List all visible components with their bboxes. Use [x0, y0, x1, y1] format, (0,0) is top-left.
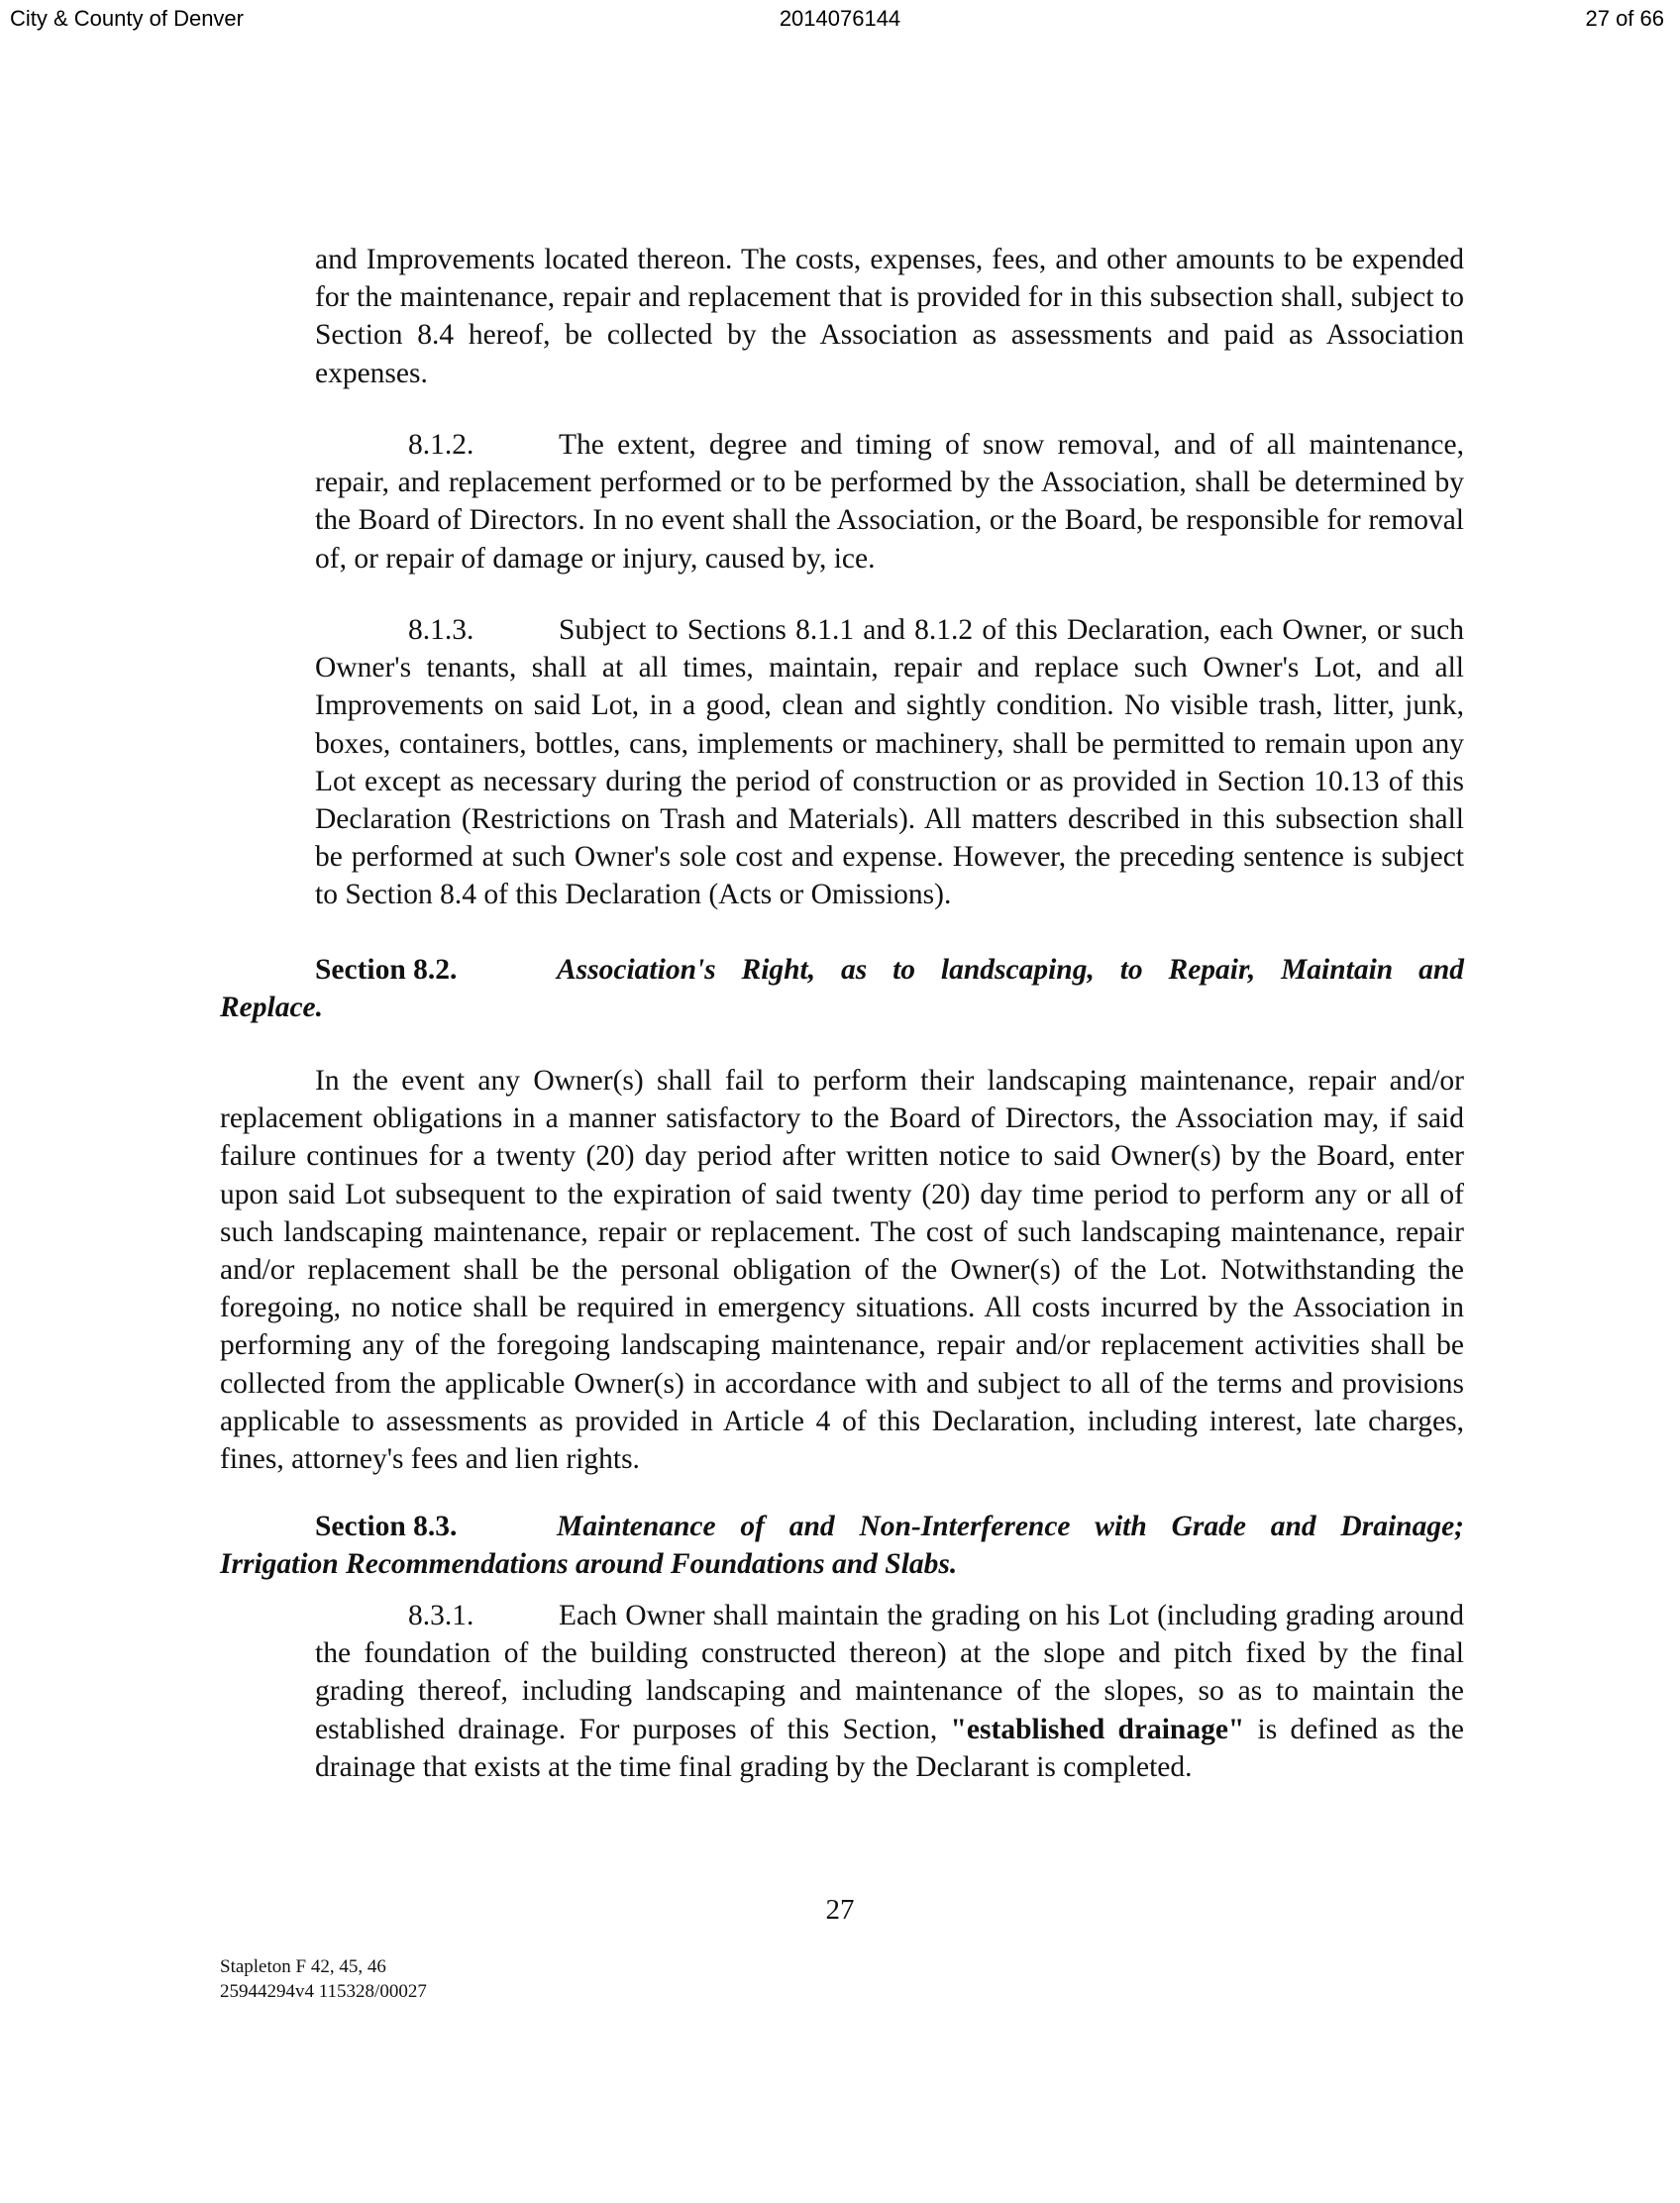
defined-term: "established drainage"	[950, 1713, 1245, 1745]
section-label: Section 8.2.	[315, 954, 458, 986]
paragraph-number: 8.1.3.	[408, 614, 474, 646]
paragraph-8-1-2	[315, 426, 1464, 577]
paragraph-text: is defined as the drainage that exists at the time final grading by the Declarant is completed.	[315, 1713, 1465, 1783]
paragraph-text: Each Owner shall maintain the grading on his Lot (including grading around the foundation of the building constructed thereon) at the slope and pitch fixed by the final grading thereof, including landscaping and maintenance of the slopes, so as to maintain the established drainage. For purposes of this Section,	[315, 1600, 1464, 1745]
section-title: Association's Right, as to landscaping, to Repair, Maintain and	[557, 954, 1464, 986]
section-8-3-title-continued: Irrigation Recommendations around Foundations and Slabs.	[220, 1548, 958, 1580]
section-8-2-title-continued: Replace.	[220, 992, 324, 1023]
header-county: City & County of Denver	[10, 6, 244, 31]
paragraph-number: 8.1.2.	[408, 429, 474, 461]
section-8-3-heading	[315, 1508, 1464, 1545]
paragraph-8-3-1	[315, 1597, 1464, 1786]
page-number: 27	[825, 1894, 855, 1926]
header-reception-number: 2014076144	[779, 6, 901, 31]
paragraph-8-1-3	[315, 611, 1464, 914]
paragraph-number: 8.3.1.	[408, 1600, 474, 1631]
header-page-count: 27 of 66	[1585, 6, 1664, 31]
paragraph-text: Subject to Sections 8.1.1 and 8.1.2 of this Declaration, each Owner, or such Owner's tenants, shall at all times, maintain, repair and replace such Owner's Lot, and all Improvements on said Lot, in a good, clean and sightly condition. No visible trash, litter, junk, boxes, containers, bottles, cans, implements or machinery, shall be permitted to remain upon any Lot except as necessary during the period of construction or as provided in Section 10.13 of this Declaration (Restrictions on Trash and Materials). All matters described in this subsection shall be performed at such Owner's sole cost and expense. However, the preceding sentence is subject to Section 8.4 of this Declaration (Acts or Omissions).	[315, 614, 1464, 911]
footer-document-name: Stapleton F 42, 45, 46	[220, 1956, 386, 1977]
section-label: Section 8.3.	[315, 1511, 458, 1542]
section-title: Maintenance of and Non-Interference with Grade and Drainage;	[557, 1511, 1464, 1542]
paragraph-section-8-2: In the event any Owner(s) shall fail to perform their landscaping maintenance, repair and/or replacement obligations in a manner satisfactory to the Board of Directors, the Association may, if said failure continues for a twenty (20) day period after written notice to said Owner(s) by the Board, enter upon said Lot subsequent to the expiration of said twenty (20) day time period to perform any or all of such landscaping maintenance, repair or replacement. The cost of such landscaping maintenance, repair and/or replacement shall be the personal obligation of the Owner(s) of the Lot. Notwithstanding the foregoing, no notice shall be required in emergency situations. All costs incurred by the Association in performing any of the foregoing landscaping maintenance, repair and/or replacement activities shall be collected from the applicable Owner(s) in accordance with and subject to all of the terms and provisions applicable to assessments as provided in Article 4 of this Declaration, including interest, late charges, fines, attorney's fees and lien rights.	[220, 1065, 1464, 1476]
section-8-2-heading	[315, 951, 1464, 989]
footer-document-id: 25944294v4 115328/00027	[220, 1981, 427, 2002]
paragraph-continuation: and Improvements located thereon. The costs, expenses, fees, and other amounts to be expended for the maintenance, repair and replacement that is provided for in this subsection shall, subject to Section 8.4 hereof, be collected by the Association as assessments and paid as Association expenses.	[315, 244, 1464, 389]
paragraph-text: The extent, degree and timing of snow removal, and of all maintenance, repair, and replacement performed or to be performed by the Association, shall be determined by the Board of Directors. In no event shall the Association, or the Board, be responsible for removal of, or repair of damage or injury, caused by, ice.	[315, 429, 1464, 575]
